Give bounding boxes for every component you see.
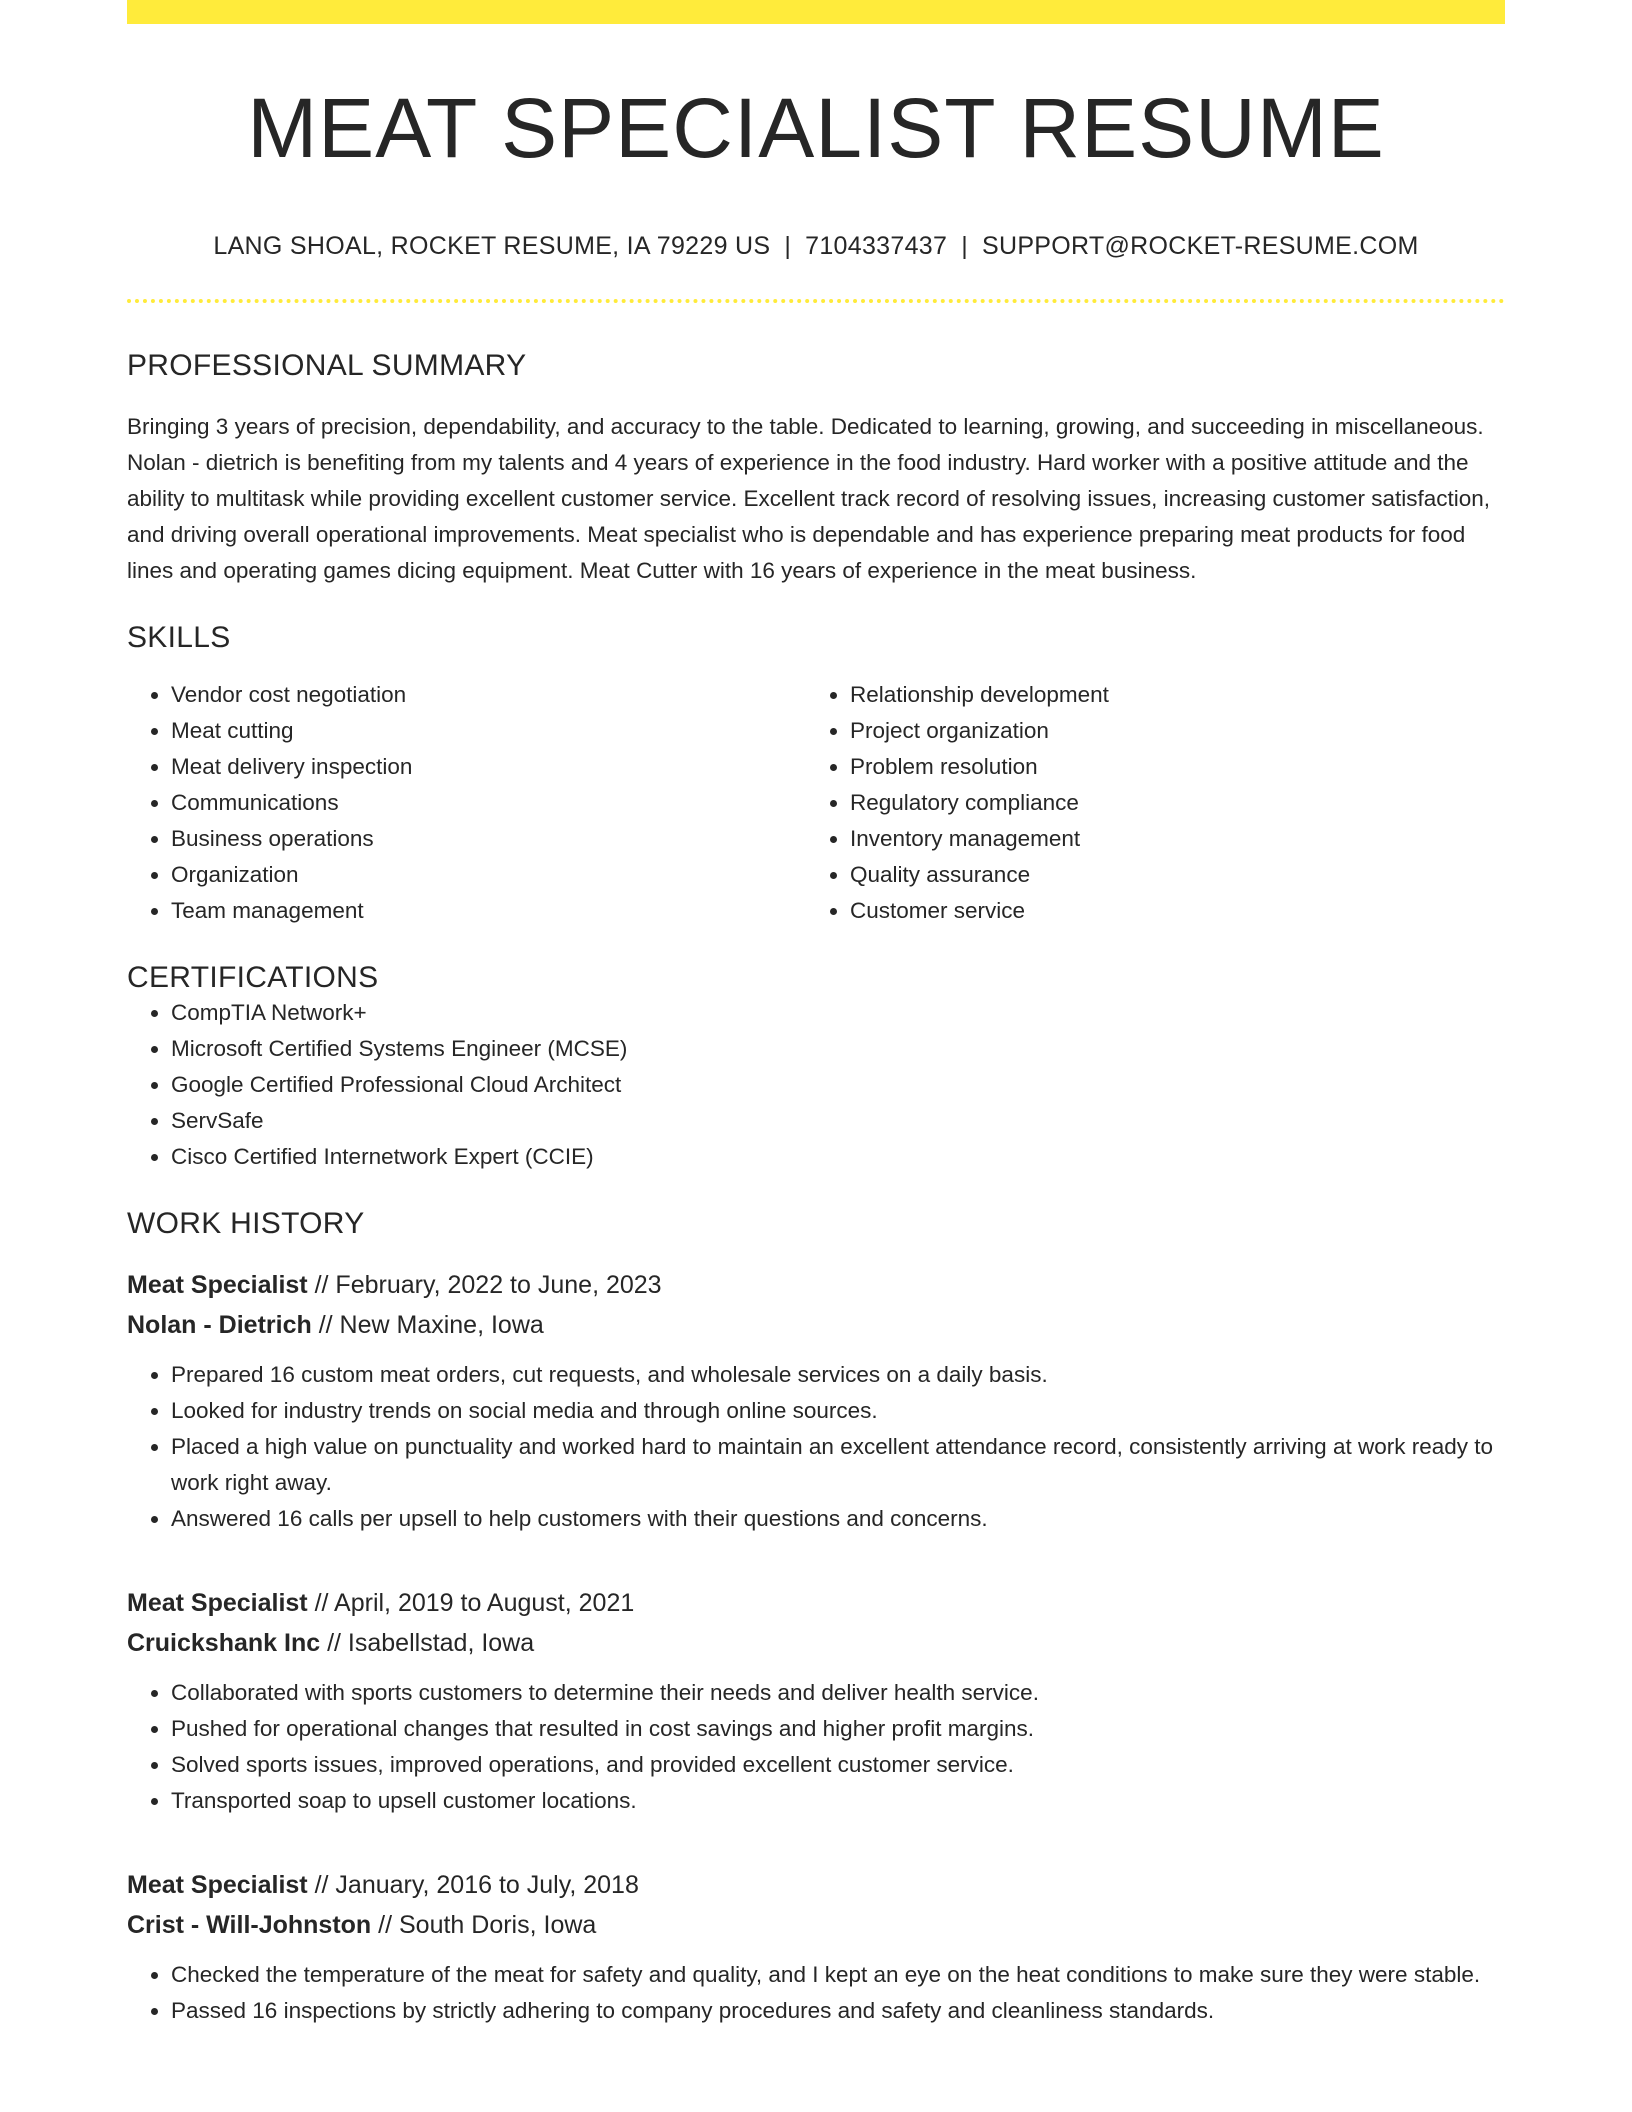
job-title: Meat Specialist <box>127 1589 308 1618</box>
job-location: // Isabellstad, Iowa <box>320 1629 535 1658</box>
job-bullet: • Collaborated with sports customers to determine their needs and deliver health service. <box>171 1675 1505 1711</box>
skills-heading: SKILLS <box>127 621 231 655</box>
summary-heading: PROFESSIONAL SUMMARY <box>127 349 527 383</box>
job-entry <box>127 1865 1505 2029</box>
job-dates: // February, 2022 to June, 2023 <box>307 1271 662 1300</box>
job-title: Meat Specialist <box>127 1871 308 1900</box>
contact-address: LANG SHOAL, ROCKET RESUME, IA 79229 US <box>213 232 771 261</box>
contact-separator: | <box>961 232 968 261</box>
job-bullet: • Transported soap to upsell customer locations. <box>171 1783 1505 1819</box>
job-bullets <box>127 1957 1505 2029</box>
skills-list-left <box>127 677 806 929</box>
certification-item: • ServSafe <box>171 1103 1505 1139</box>
skill-item: • Meat cutting <box>171 713 806 749</box>
skill-item: • Business operations <box>171 821 806 857</box>
job-bullets <box>127 1357 1505 1537</box>
certification-item: • Cisco Certified Internetwork Expert (CCIE) <box>171 1139 1505 1175</box>
job-bullet: • Solved sports issues, improved operations, and provided excellent customer service. <box>171 1747 1505 1783</box>
certification-item: • Microsoft Certified Systems Engineer (MCSE) <box>171 1031 1505 1067</box>
skill-item: • Relationship development <box>850 677 1490 713</box>
job-bullet: • Looked for industry trends on social media and through online sources. <box>171 1393 1505 1429</box>
job-location: // New Maxine, Iowa <box>311 1311 544 1340</box>
skill-item: • Organization <box>171 857 806 893</box>
job-title-line <box>127 1265 1505 1305</box>
job-title: Meat Specialist <box>127 1271 308 1300</box>
contact-line <box>127 232 1505 261</box>
job-company: Cruickshank Inc <box>127 1629 321 1658</box>
skill-item: • Project organization <box>850 713 1490 749</box>
skill-item: • Communications <box>171 785 806 821</box>
accent-bar <box>127 0 1505 24</box>
dotted-divider <box>127 299 1505 303</box>
resume-page <box>127 0 1505 2029</box>
certification-item: • Google Certified Professional Cloud Architect <box>171 1067 1505 1103</box>
contact-phone: 7104337437 <box>805 232 948 261</box>
job-company: Crist - Will-Johnston <box>127 1911 372 1940</box>
contact-email: SUPPORT@ROCKET-RESUME.COM <box>981 232 1419 261</box>
skills-columns <box>127 677 1505 929</box>
skill-item: • Problem resolution <box>850 749 1490 785</box>
contact-separator: | <box>784 232 792 261</box>
job-company: Nolan - Dietrich <box>127 1311 312 1340</box>
job-company-line <box>127 1623 1505 1663</box>
skills-list-right <box>806 677 1490 929</box>
job-company-line <box>127 1905 1505 1945</box>
skill-item: • Inventory management <box>850 821 1490 857</box>
summary-text: Bringing 3 years of precision, dependability, and accuracy to the table. Dedicated to learning, growing, and succeeding in miscellaneous. Nolan - dietrich is benefiting from my talents and 4 years of experience in the food industry. Hard worker with a positive attitude and the ability to multitask while providing excellent customer service. Excellent track record of resolving issues, increasing customer satisfaction, and driving overall operational improvements. Meat specialist who is dependable and has experience preparing meat products for food lines and operating games dicing equipment. Meat Cutter with 16 years of experience in the meat business. <box>127 414 1491 584</box>
skill-item: • Regulatory compliance <box>850 785 1490 821</box>
certifications-list <box>127 995 1505 1175</box>
skill-item: • Team management <box>171 893 806 929</box>
skill-item: • Customer service <box>850 893 1490 929</box>
job-bullet: • Answered 16 calls per upsell to help customers with their questions and concerns. <box>171 1501 1505 1537</box>
certification-item: • CompTIA Network+ <box>171 995 1505 1031</box>
certifications-heading: CERTIFICATIONS <box>127 961 379 995</box>
job-title-line <box>127 1865 1505 1905</box>
job-bullet: • Pushed for operational changes that resulted in cost savings and higher profit margins. <box>171 1711 1505 1747</box>
skill-item: • Quality assurance <box>850 857 1490 893</box>
job-bullet: • Placed a high value on punctuality and worked hard to maintain an excellent attendance record, consistently arriving at work ready to work right away. <box>171 1429 1505 1501</box>
skill-item: • Vendor cost negotiation <box>171 677 806 713</box>
job-title-line <box>127 1583 1505 1623</box>
job-bullets <box>127 1675 1505 1819</box>
job-dates: // January, 2016 to July, 2018 <box>307 1871 639 1900</box>
resume-title: MEAT SPECIALIST RESUME <box>247 81 1385 175</box>
job-bullet: • Passed 16 inspections by strictly adhering to company procedures and safety and cleanliness standards. <box>171 1993 1505 2029</box>
job-bullet: • Prepared 16 custom meat orders, cut requests, and wholesale services on a daily basis. <box>171 1357 1505 1393</box>
job-dates: // April, 2019 to August, 2021 <box>307 1589 635 1618</box>
job-entry <box>127 1265 1505 1537</box>
work-history-heading: WORK HISTORY <box>127 1207 365 1241</box>
job-company-line <box>127 1305 1505 1345</box>
skill-item: • Meat delivery inspection <box>171 749 806 785</box>
job-location: // South Doris, Iowa <box>371 1911 597 1940</box>
job-bullet: • Checked the temperature of the meat for safety and quality, and I kept an eye on the heat conditions to make sure they were stable. <box>171 1957 1505 1993</box>
job-entry <box>127 1583 1505 1819</box>
